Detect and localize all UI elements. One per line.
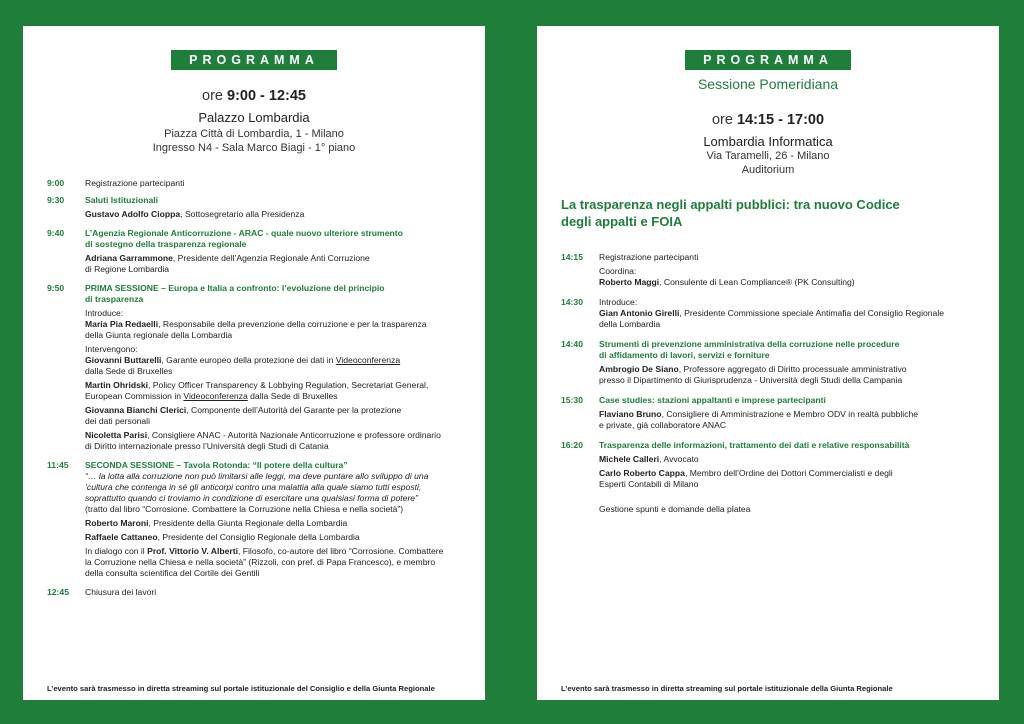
- program-page-morning: [23, 26, 485, 700]
- venue-address: Via Taramelli, 26 - Milano: [706, 150, 830, 162]
- agenda-item: 14:40 Strumenti di prevenzione amministrativa della corruzione nelle procedure di affidamento di lavori, servizi e forniture Ambrogio De Siano, Professore aggregato di Diritto processuale amministrativo presso il Dipartimento di Giurisprudenza - Università degli Studi della Campania: [561, 339, 907, 385]
- agenda-afternoon: [561, 252, 981, 521]
- agenda-item: 9:50 PRIMA SESSIONE – Europa e Italia a confronto: l’evoluzione del principio di trasparenza Introduce: Maria Pia Redaelli, Responsabile della prevenzione della corruzione e per la trasparenza della Giunta regionale della Lombardia Intervengono: Giovanni Buttarelli, Garante europeo della protezione dei dati in Videoconferenza dalla Sede di Bruxelles Martin Ohridski, Policy Officer Transparency & Lobbying Regulation, Secretariat General, European Commission in Videoconferenza dalla Sede di Bruxelles Giovanna Bianchi Clerici, Componente dell’Autorità del Garante per la protezione dei dati personali Nicoletta Parisi, Consigliere ANAC - Autorità Nazionale Anticorruzione e professore ordinario di Diritto internazionale presso l’Università degli Studi di Catania: [47, 283, 441, 451]
- programma-banner: PROGRAMMA: [171, 50, 337, 70]
- agenda-item: 14:30 Introduce: Gian Antonio Girelli, Presidente Commissione speciale Antimafia del Consiglio Regionale della Lombardia: [561, 297, 945, 329]
- agenda-item: 16:20 Trasparenza delle informazioni, trattamento dei dati e relative responsabilità Michele Calleri, Avvocato Carlo Roberto Cappa, Membro dell’Ordine dei Dottori Commercialisti e degli Esperti Contabili di Milano Gestione spunti e domande della platea: [561, 440, 910, 514]
- programma-banner: PROGRAMMA: [685, 50, 851, 70]
- venue-name: Palazzo Lombardia: [198, 110, 310, 125]
- session-time: ore 9:00 - 12:45: [202, 88, 306, 104]
- venue-name: Lombardia Informatica: [703, 134, 833, 149]
- agenda-item: 15:30 Case studies: stazioni appaltanti e imprese partecipanti Flaviano Bruno, Consigliere di Amministrazione e Membro ODV in realtà pubbliche e private, già collaboratore ANAC: [561, 395, 919, 430]
- session-main-title: La trasparenza negli appalti pubblici: tra nuovo Codice degli appalti e FOIA: [561, 197, 900, 229]
- venue-room: Auditorium: [741, 164, 795, 176]
- session-time: ore 14:15 - 17:00: [711, 112, 825, 128]
- session-title: Sessione Pomeridiana: [697, 76, 839, 92]
- agenda-item: 12:45 Chiusura dei lavori: [47, 587, 157, 597]
- agenda-morning: [47, 178, 467, 604]
- venue-address: Piazza Città di Lombardia, 1 - Milano: [164, 128, 344, 140]
- agenda-item: 11:45 SECONDA SESSIONE – Tavola Rotonda: “Il potere della cultura” “… la lotta alla corruzione non può limitarsi alle leggi, ma deve puntare allo sviluppo di una ’cultura che contenga in sé gli anticorpi contro una malattia alla quale siamo tutti esposti, soprattutto quando ci troviamo in condizione di esercitare una qualsiasi forma di potere” (tratto dal libro “Corrosione. Combattere la Corruzione nella Chiesa e nella società”) Roberto Maroni, Presidente della Giunta Regionale della Lombardia Raffaele Cattaneo, Presidente del Consiglio Regionale della Lombardia In dialogo con il Prof. Vittorio V. Alberti, Filosofo, co-autore del libro “Corrosione. Combattere la Corruzione nella Chiesa e nella società” (Rizzoli, con pref. di Papa Francesco), e membro della consulta scientifica del Cortile dei Gentili: [47, 460, 444, 578]
- streaming-note: L’evento sarà trasmesso in diretta streaming sul portale istituzionale del Consiglio e della Giunta Regionale: [47, 684, 435, 693]
- agenda-item: 9:30 Saluti Istituzionali Gustavo Adolfo Cioppa, Sottosegretario alla Presidenza: [47, 195, 305, 219]
- streaming-note: L’evento sarà trasmesso in diretta streaming sul portale istituzionale della Giunta Regionale: [561, 684, 893, 693]
- program-page-afternoon: [537, 26, 999, 700]
- agenda-item: 9:40 L’Agenzia Regionale Anticorruzione - ARAC - quale nuovo ulteriore strumento di sostegno della trasparenza regionale Adriana Garrammone, Presidente dell’Agenzia Regionale Anti Corruzione di Regione Lombardia: [47, 228, 403, 274]
- venue-entrance: Ingresso N4 - Sala Marco Biagi - 1° piano: [152, 142, 356, 154]
- agenda-item: 9:00 Registrazione partecipanti: [47, 178, 185, 188]
- agenda-item: 14:15 Registrazione partecipanti Coordina: Roberto Maggi, Consulente di Lean Compliance® (PK Consulting): [561, 252, 855, 287]
